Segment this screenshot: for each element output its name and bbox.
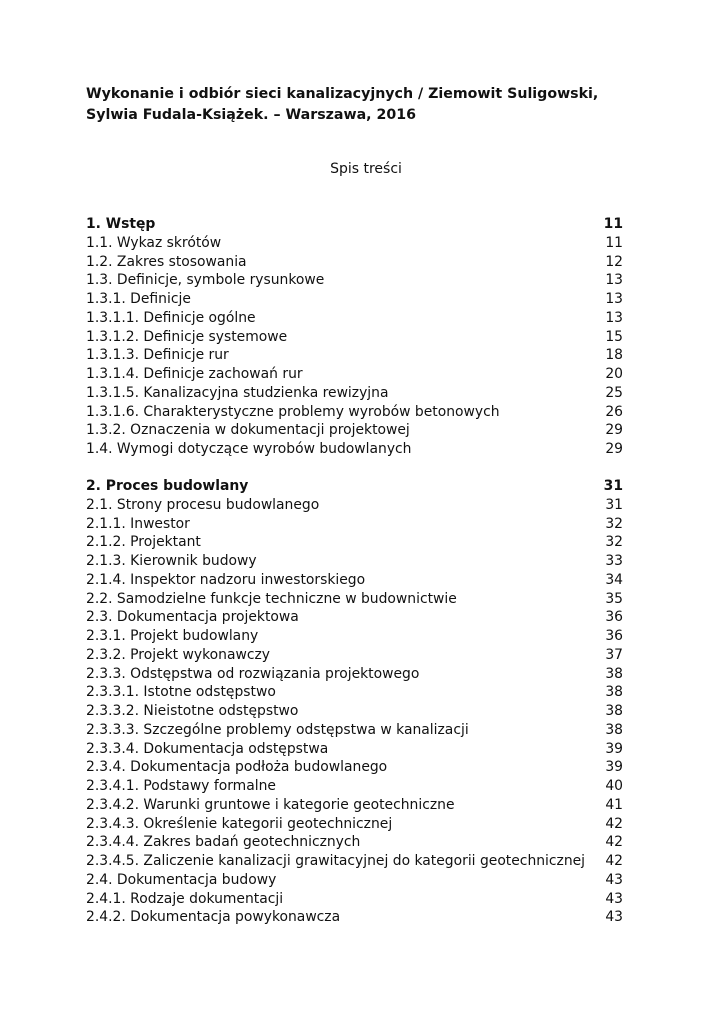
toc-entry-title: 2.3.3.4. Dokumentacja odstępstwa [86, 740, 329, 757]
toc-entry [86, 421, 623, 440]
toc-entry-page: 33 [605, 553, 623, 569]
toc-entry [86, 515, 623, 534]
toc-entry-title: 1. Wstęp [86, 216, 156, 232]
toc-entry [86, 552, 623, 571]
toc-entry [86, 665, 623, 684]
toc-entry [86, 777, 623, 796]
toc-entry [86, 683, 623, 702]
toc-entry [86, 833, 623, 852]
toc-entry [86, 646, 623, 665]
toc-entry-title: 1.4. Wymogi dotyczące wyrobów budowlanych [86, 441, 412, 457]
toc-entry [86, 440, 623, 459]
toc-entry-title: 2.3.4.2. Warunki gruntowe i kategorie geotechniczne [86, 796, 455, 813]
toc-entry [86, 702, 623, 721]
toc-entry [86, 796, 623, 815]
toc-entry-page: 38 [605, 703, 623, 719]
toc-entry [86, 590, 623, 609]
toc-entry-title: 2.1. Strony procesu budowlanego [86, 496, 320, 513]
toc-entry [86, 290, 623, 309]
toc-entry [86, 758, 623, 777]
toc-entry-page: 37 [605, 646, 623, 663]
toc-entry-title: 2.3.3.2. Nieistotne odstępstwo [86, 703, 299, 719]
toc-entry [86, 365, 623, 384]
toc-entry [86, 533, 623, 552]
toc-entry-page: 35 [605, 590, 623, 607]
toc-entry-title: 2.3.3.1. Istotne odstępstwo [86, 684, 276, 701]
toc-entry [86, 496, 623, 515]
toc-entry [86, 627, 623, 646]
toc-entry-page: 13 [605, 272, 623, 289]
toc-entry-page: 34 [605, 571, 623, 588]
toc-entry-page: 38 [605, 684, 623, 701]
toc-entry-page: 26 [605, 403, 623, 420]
toc-chapter-heading [86, 477, 623, 496]
toc-entry-title: 2.3.1. Projekt budowlany [86, 628, 259, 644]
toc-entry [86, 740, 623, 759]
toc-entry-page: 39 [605, 740, 623, 757]
toc-entry-title: 1.3.1.6. Charakterystyczne problemy wyrobów betonowych [86, 403, 500, 420]
toc-entry-title: 1.3.1.4. Definicje zachowań rur [86, 366, 303, 382]
toc-entry-page: 15 [605, 328, 623, 345]
toc-entry-title: 2.3.4.3. Określenie kategorii geotechnicznej [86, 815, 393, 832]
toc-entry-title: 2.1.3. Kierownik budowy [86, 553, 257, 569]
toc-entry [86, 852, 623, 871]
toc-entry [86, 721, 623, 740]
toc-entry-title: 1.3.1.5. Kanalizacyjna studzienka rewizyjna [86, 384, 389, 401]
toc-entry-title: 2.4.2. Dokumentacja powykonawcza [86, 909, 341, 926]
toc-entry-page: 40 [605, 778, 623, 794]
toc-entry [86, 908, 623, 927]
toc-entry-page: 41 [605, 796, 623, 813]
toc-entry-page: 31 [603, 478, 623, 494]
toc-entry [86, 253, 623, 272]
toc-entry [86, 571, 623, 590]
toc-entry-title: 2.1.4. Inspektor nadzoru inwestorskiego [86, 571, 366, 588]
toc-entry-page: 42 [605, 815, 623, 832]
toc-entry [86, 234, 623, 253]
toc-entry-title: 2. Proces budowlany [86, 478, 249, 494]
toc-entry-title: 2.1.1. Inwestor [86, 515, 190, 532]
toc-entry [86, 403, 623, 422]
toc-entry-page: 12 [605, 253, 623, 270]
toc-entry-page: 43 [605, 909, 623, 926]
toc-entry-title: 2.3.4.4. Zakres badań geotechnicznych [86, 834, 361, 851]
document-page [86, 0, 623, 1024]
toc-entry-page: 11 [605, 234, 623, 251]
toc-entry-title: 1.2. Zakres stosowania [86, 253, 247, 270]
toc-entry [86, 890, 623, 909]
toc-title: Spis treści [330, 161, 402, 177]
toc-entry-page: 29 [605, 422, 623, 439]
toc-entry-title: 2.3.3.3. Szczególne problemy odstępstwa w kanalizacji [86, 721, 469, 738]
toc-section-1 [86, 215, 623, 459]
toc-entry-page: 39 [605, 759, 623, 776]
toc-entry-page: 42 [605, 853, 623, 869]
toc-entry [86, 328, 623, 347]
toc-entry-page: 38 [605, 721, 623, 738]
toc-entry-title: 2.4.1. Rodzaje dokumentacji [86, 890, 284, 907]
toc-entry-title: 2.3.2. Projekt wykonawczy [86, 646, 270, 663]
toc-section-2 [86, 477, 623, 927]
toc-entry-title: 2.3.4.5. Zaliczenie kanalizacji grawitacyjnej do kategorii geotechnicznej [86, 853, 586, 869]
toc-entry-title: 2.3.4. Dokumentacja podłoża budowlanego [86, 759, 388, 776]
toc-entry [86, 815, 623, 834]
toc-entry-title: 1.3.1.1. Definicje ogólne [86, 309, 256, 326]
toc-entry-title: 2.4. Dokumentacja budowy [86, 871, 277, 888]
toc-entry [86, 346, 623, 365]
toc-entry-page: 42 [605, 834, 623, 851]
toc-entry-title: 1.1. Wykaz skrótów [86, 234, 222, 251]
toc-entry-title: 1.3.1.3. Definicje rur [86, 347, 229, 364]
toc-entry-title: 1.3.1.2. Definicje systemowe [86, 328, 288, 345]
toc-chapter-heading [86, 215, 623, 234]
toc-entry-page: 13 [605, 309, 623, 326]
toc-entry-page: 36 [605, 609, 623, 626]
toc-entry-page: 31 [605, 496, 623, 513]
toc-entry-title: 1.3.2. Oznaczenia w dokumentacji projektowej [86, 422, 410, 439]
toc-entry-title: 1.3. Definicje, symbole rysunkowe [86, 272, 325, 289]
toc-entry [86, 384, 623, 403]
toc-entry [86, 871, 623, 890]
toc-entry-page: 11 [603, 216, 623, 232]
toc-entry-page: 18 [605, 347, 623, 364]
toc-entry-title: 2.1.2. Projektant [86, 534, 201, 551]
bibliographic-note: Wykonanie i odbiór sieci kanalizacyjnych / Ziemowit Suligowski, Sylwia Fudala-Książek. – Warszawa, 2016 [86, 86, 599, 123]
toc-entry [86, 309, 623, 328]
toc-entry [86, 608, 623, 627]
toc-entry [86, 271, 623, 290]
toc-entry-page: 20 [605, 366, 623, 382]
toc-entry-page: 29 [605, 441, 623, 457]
toc-entry-page: 43 [605, 871, 623, 888]
toc-entry-page: 36 [605, 628, 623, 644]
toc-entry-page: 25 [605, 384, 623, 401]
toc-entry-title: 2.3.3. Odstępstwa od rozwiązania projektowego [86, 665, 420, 682]
toc-entry-page: 32 [605, 515, 623, 532]
toc-entry-title: 2.2. Samodzielne funkcje techniczne w budownictwie [86, 590, 457, 607]
toc-entry-title: 2.3.4.1. Podstawy formalne [86, 778, 276, 794]
toc-entry-page: 38 [605, 665, 623, 682]
toc-entry-page: 32 [605, 534, 623, 551]
toc-entry-page: 43 [605, 890, 623, 907]
toc-entry-title: 1.3.1. Definicje [86, 291, 191, 307]
toc-entry-page: 13 [605, 291, 623, 307]
toc-entry-title: 2.3. Dokumentacja projektowa [86, 609, 299, 626]
